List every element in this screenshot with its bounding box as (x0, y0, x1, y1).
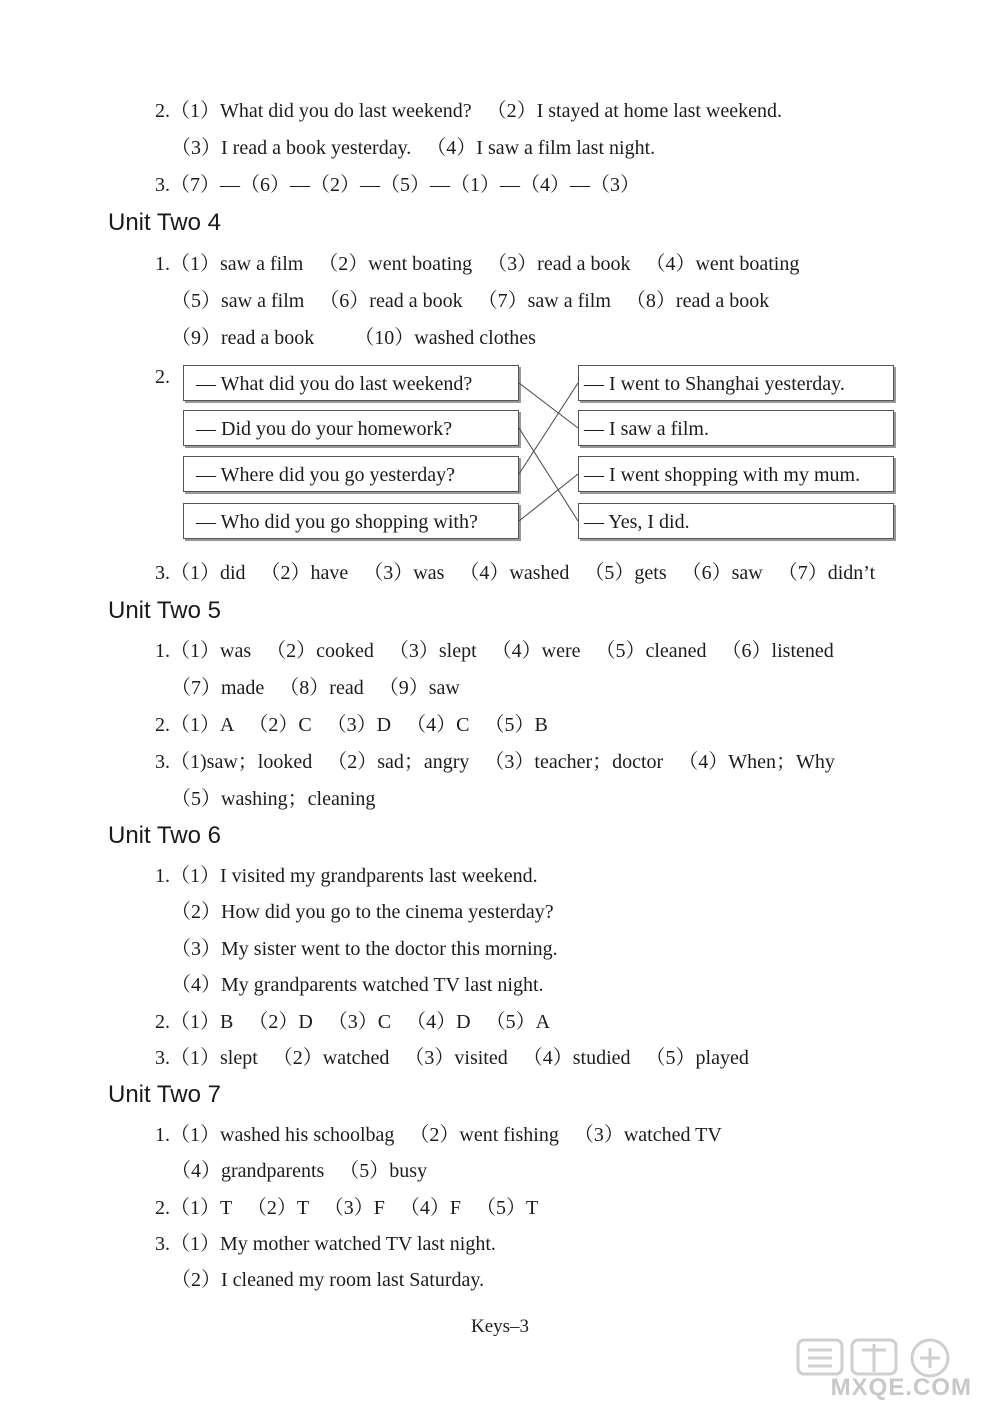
text-line: 3.（1）did （2）have （3）was （4）washed （5）gets （6）saw （7）didn’t (155, 562, 876, 584)
question-box: — Did you do your homework? (183, 410, 519, 446)
text-line: 2. (155, 366, 170, 388)
section-heading: Unit Two 5 (108, 597, 221, 624)
section-heading: Unit Two 6 (108, 822, 221, 849)
section-heading: Unit Two 7 (108, 1081, 221, 1108)
answer-box: — I went shopping with my mum. (578, 456, 894, 492)
question-box: — What did you do last weekend? (183, 365, 519, 401)
text-line: 1.（1）saw a film （2）went boating （3）read a book （4）went boating (155, 253, 800, 275)
question-box: — Where did you go yesterday? (183, 456, 519, 492)
text-line: （2）How did you go to the cinema yesterday? (171, 901, 554, 923)
text-line: 1.（1）I visited my grandparents last weekend. (155, 865, 538, 887)
matching-line (519, 474, 578, 521)
text-line: （4）grandparents （5）busy (171, 1160, 428, 1182)
section-heading: Unit Two 4 (108, 209, 221, 236)
text-line: （2）I cleaned my room last Saturday. (171, 1269, 485, 1291)
text-line: 3.（1)saw；looked （2）sad；angry （3）teacher；doctor （4）When；Why (155, 751, 835, 773)
text-line: （3）My sister went to the doctor this morning. (171, 938, 558, 960)
watermark-text: MXQE.COM (830, 1374, 972, 1401)
text-line: 3.（1）My mother watched TV last night. (155, 1233, 496, 1255)
text-line: （4）My grandparents watched TV last night. (171, 974, 544, 996)
answer-box: — I went to Shanghai yesterday. (578, 365, 894, 401)
text-line: 1.（1）was （2）cooked （3）slept （4）were （5）cleaned （6）listened (155, 640, 834, 662)
text-line: （7）made （8）read （9）saw (171, 677, 460, 699)
text-line: （3）I read a book yesterday. （4）I saw a film last night. (171, 137, 656, 159)
text-line: 2.（1）What did you do last weekend? （2）I stayed at home last weekend. (155, 100, 783, 122)
question-box: — Who did you go shopping with? (183, 503, 519, 539)
answer-box: — I saw a film. (578, 410, 894, 446)
matching-lines (0, 0, 1000, 560)
text-line: 2.（1）T （2）T （3）F （4）F （5）T (155, 1197, 539, 1219)
text-line: 3.（1）slept （2）watched （3）visited （4）studied （5）played (155, 1047, 749, 1069)
text-line: 1.（1）washed his schoolbag （2）went fishing （3）watched TV (155, 1124, 722, 1146)
page-number: Keys–3 (470, 1316, 530, 1337)
matching-line (519, 383, 578, 474)
text-line: （5）washing；cleaning (171, 788, 376, 810)
matching-line (519, 428, 578, 521)
text-line: 3.（7）—（6）—（2）—（5）—（1）—（4）—（3） (155, 174, 640, 196)
text-line: 2.（1）B （2）D （3）C （4）D （5）A (155, 1011, 551, 1033)
text-line: （5）saw a film （6）read a book （7）saw a film （8）read a book (171, 290, 770, 312)
answer-box: — Yes, I did. (578, 503, 894, 539)
matching-line (519, 383, 578, 428)
text-line: 2.（1）A （2）C （3）D （4）C （5）B (155, 714, 548, 736)
text-line: （9）read a book （10）washed clothes (171, 327, 536, 349)
